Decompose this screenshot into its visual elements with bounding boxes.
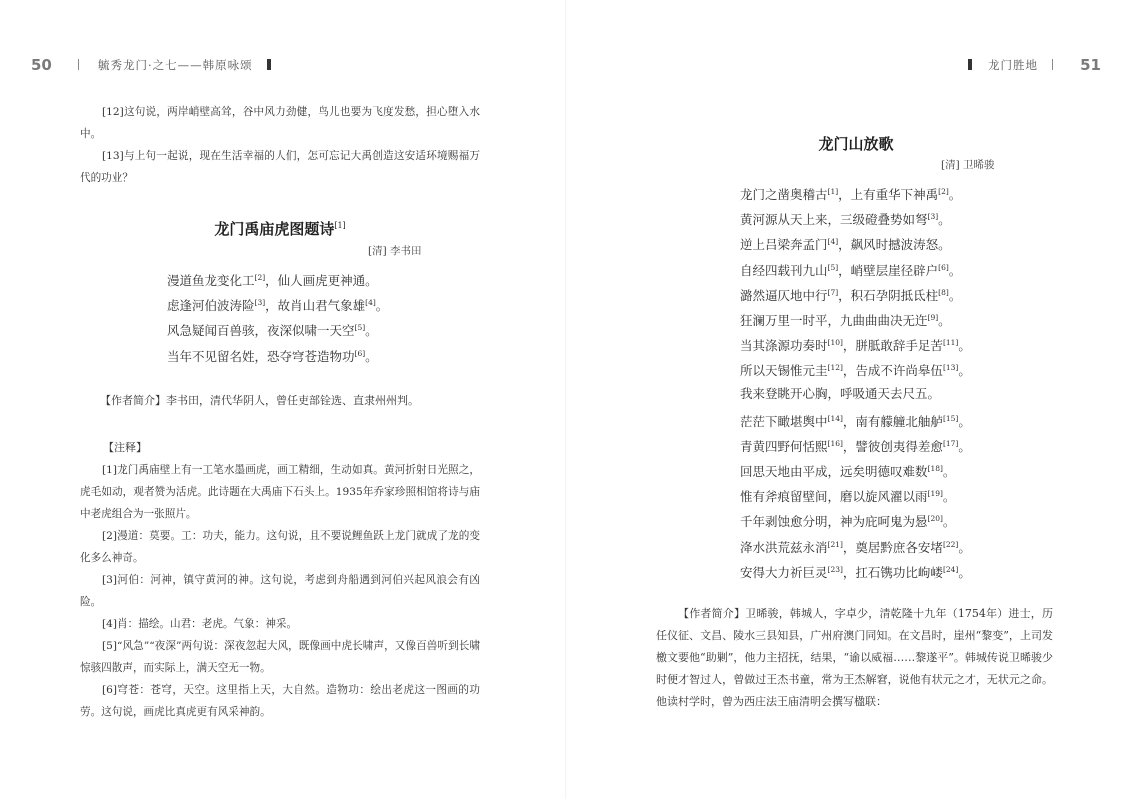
poem-line: 所以天锡惟元圭[12]，告成不许尚皋伍[13]。	[740, 363, 971, 379]
poem-author: [清] 李书田	[368, 245, 422, 257]
header-separator	[78, 59, 79, 70]
note-item: [13]与上句一起说，现在生活幸福的人们，怎可忘记大禹创造这安适环境赐福万代的功业？	[80, 150, 480, 184]
poem-line: 当年不见留名姓，恐夺穹苍造物功[6]。	[167, 348, 378, 364]
poem-line: 自经四载刊九山[5]，峭壁层崖径辟户[6]。	[740, 262, 962, 278]
notes-list	[80, 459, 480, 723]
page-number: 51	[1080, 56, 1101, 74]
poem-line: 千年剥蚀愈分明，神为庇呵鬼为惖[20]。	[740, 514, 956, 530]
page-number: 50	[31, 56, 52, 74]
author-bio: 【作者简介】卫晞骏，韩城人，字卓少，清乾隆十九年（1754年）进士，历任仪征、文昌、陵水三县知县，广州府澳门同知。在文昌时，崖州“黎变”，上司发檄文要他“助剿”，他力主招抚，结果，“谕以威福……黎遂平”。韩城传说卫晞骏少时便才智过人，曾做过王杰书童，常为王杰解窘，说他有状元之才，无状元之命。他读村学时，曾为西庄法王庙清明会撰写楹联：	[656, 607, 1053, 708]
poem-line: 潞然逼仄地中行[7]，积石孕阴抵氐柱[8]。	[740, 287, 962, 303]
poem-author: [清] 卫晞骏	[941, 159, 995, 171]
top-notes	[80, 101, 480, 189]
poem-line: 黄河源从天上来，三级磴叠势如弩[3]。	[740, 212, 951, 228]
poem-line: 风急疑闻百兽骇，夜深似啸一天空[5]。	[167, 323, 378, 339]
poem-line: 惟有斧痕留壁间，磨以旋风濯以雨[19]。	[740, 489, 956, 505]
running-title: 毓秀龙门·之七——韩原咏颂	[98, 58, 253, 72]
poem-line: 安得大力祈巨灵[23]，扛石镌功比岣嵝[24]。	[740, 564, 971, 580]
footnote-mark: [1]	[334, 221, 346, 230]
poem-line: 逆上吕梁奔孟门[4]，飙风时撼波涛怒。	[740, 237, 951, 253]
poem-line: 我来登眺开心胸，呼吸通天去尺五。	[740, 385, 941, 401]
author-bio: 【作者简介】李书田，清代华阴人，曾任吏部铨选、直隶州州判。	[100, 394, 419, 407]
left-page	[0, 0, 566, 799]
header-block-mark	[267, 59, 271, 70]
poem-line: 青黄四野何恬熙[16]，譬彼创夷得差愈[17]。	[740, 438, 971, 455]
poem-line: 茫茫下瞰堪舆中[14]，南有艨艟北舳舻[15]。	[740, 413, 971, 429]
header-block-mark	[968, 59, 972, 70]
right-page	[566, 0, 1133, 799]
poem-line: 虑逢河伯波涛险[3]，故肖山君气象雄[4]。	[167, 298, 389, 314]
poem-body	[740, 179, 971, 582]
poem-title: 龙门山放歌	[818, 135, 894, 153]
note-item: [2]漫道：莫要。工：功夫，能力。这句说，且不要说鲤鱼跃上龙门就成了龙的变化多么神奇。	[80, 530, 480, 564]
poem-line: 漫道鱼龙变化工[2]，仙人画虎更神通。	[167, 273, 378, 289]
poem-line: 洚水洪荒兹永消[21]，奠居黔庶各安堵[22]。	[740, 539, 971, 555]
note-item: [1]龙门禹庙壁上有一工笔水墨画虎，画工精细，生动如真。黄河折射日光照之，虎毛如动，观者赞为活虎。此诗题在大禹庙下石头上。1935年乔家珍照相馆将诗与庙中老虎组合为一张照片。	[80, 464, 480, 520]
note-item: [5]“风急”“夜深”两句说：深夜忽起大风，既像画中虎长啸声，又像百兽听到长啸惊骇四散声，而实际上，满天空无一物。	[80, 640, 480, 674]
note-item: [12]这句说，两岸峭壁高耸，谷中风力劲健，鸟儿也要为飞度发愁，担心堕入水中。	[80, 106, 480, 140]
poem-line: 当其涤源功奏时[10]，胼胝敢辞手足苦[11]。	[740, 338, 971, 354]
note-item: [6]穹苍：苍穹，天空。这里指上天，大自然。造物功：绘出老虎这一图画的功劳。这句说，画虎比真虎更有风采神韵。	[80, 684, 480, 718]
notes-heading: 【注释】	[103, 441, 147, 454]
header-separator	[1052, 59, 1053, 70]
poem-line: 狂澜万里一时平，九曲曲曲决无迕[9]。	[740, 312, 951, 329]
note-item: [4]肖：描绘。山君：老虎。气象：神采。	[102, 618, 298, 630]
note-item: [3]河伯：河神，镇守黄河的神。这句说，考虑到舟船遇到河伯兴起风浪会有凶险。	[80, 574, 480, 608]
poem-line: 回思天地由平成，远矣明德叹难数[18]。	[740, 464, 956, 480]
running-title: 龙门胜地	[988, 58, 1038, 72]
poem-body	[167, 265, 388, 366]
poem-line: 龙门之凿奥稽古[1]，上有重华下神禹[2]。	[740, 187, 962, 203]
poem-title: 龙门禹庙虎图题诗[1]	[214, 220, 346, 238]
